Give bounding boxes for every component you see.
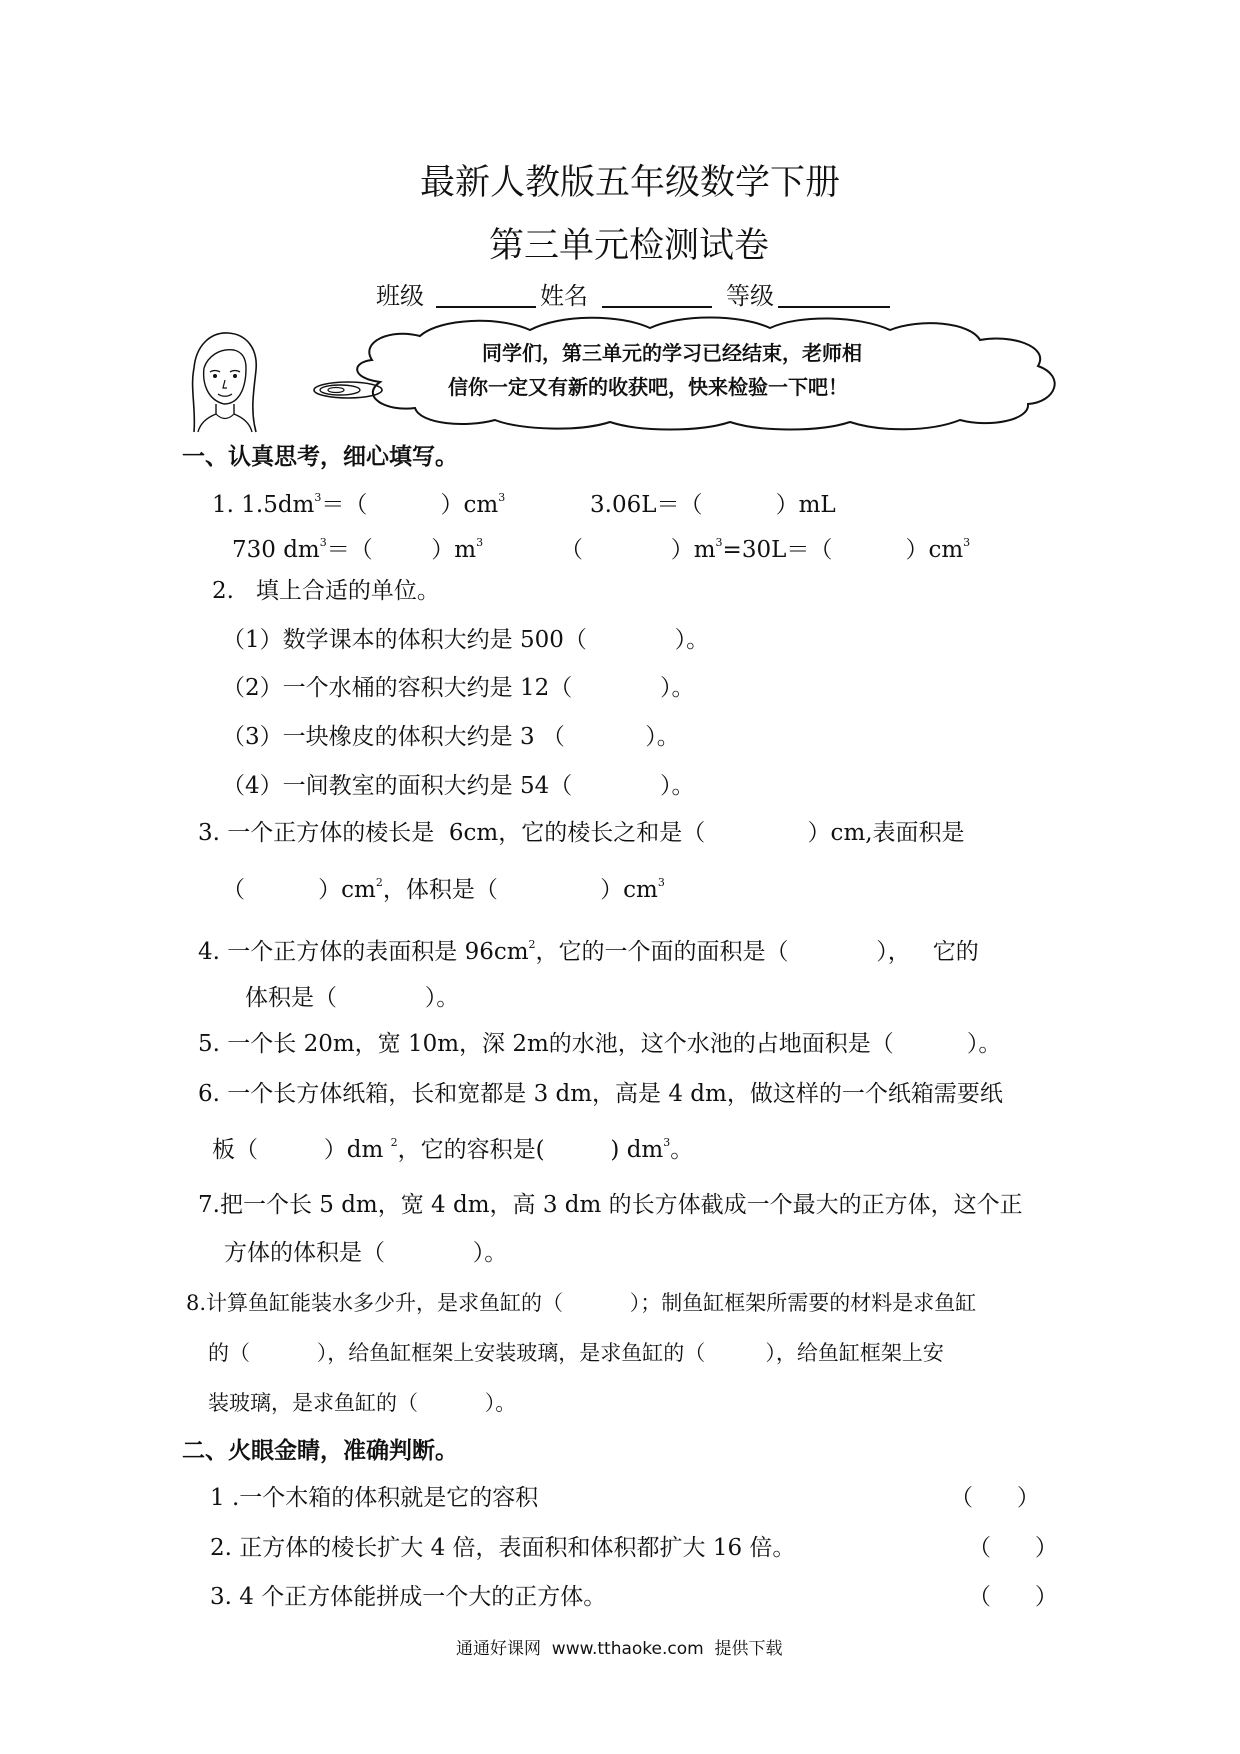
page-title: 最新人教版五年级数学下册 xyxy=(420,163,841,203)
q3-line-2: （ ）$cm^2$，体积是（ ）$cm^3$ xyxy=(222,876,665,903)
q1-part-a: 1. $1.5dm^3=$（ ）$cm^3$ xyxy=(212,491,506,518)
q6-line-2: 板（ ）dm $^2$，它的容积是( ) $dm^3$。 xyxy=(212,1136,694,1163)
section1-heading: 一、认真思考，细心填写。 xyxy=(182,444,458,470)
grade-label: 等级 xyxy=(726,282,774,310)
name-label: 姓名 xyxy=(540,282,588,310)
q2-item-3: （3）一块橡皮的体积大约是 3 （ ）。 xyxy=(222,724,680,750)
class-blank[interactable] xyxy=(436,284,536,308)
judge-item-1: 1 .一个木箱的体积就是它的容积 xyxy=(210,1485,539,1511)
q7-line-2: 方体的体积是（ ）。 xyxy=(224,1240,508,1266)
q8-line-2: 的（ ），给鱼缸框架上安装玻璃，是求鱼缸的（ ），给鱼缸框架上安 xyxy=(208,1341,944,1365)
q2-item-2: （2）一个水桶的容积大约是 12（ ）。 xyxy=(222,675,695,701)
q6-line-1: 6. 一个长方体纸箱，长和宽都是 3 dm，高是 4 dm，做这样的一个纸箱需要纸 xyxy=(198,1081,1003,1107)
bubble-text-line1: 同学们，第三单元的学习已经结束，老师相 xyxy=(482,341,862,365)
q7-line-1: 7.把一个长 5 dm，宽 4 dm，高 3 dm 的长方体截成一个最大的正方体，这个正 xyxy=(198,1192,1023,1218)
bubble-text-line2: 信你一定又有新的收获吧，快来检验一下吧！ xyxy=(448,375,848,399)
judge-item-3: 3. 4 个正方体能拼成一个大的正方体。 xyxy=(210,1584,607,1610)
thought-cloud xyxy=(280,316,1070,432)
grade-blank[interactable] xyxy=(778,284,890,308)
q2-item-4: （4）一间教室的面积大约是 54（ ）。 xyxy=(222,773,695,799)
judge-mark-3[interactable]: （ ） xyxy=(968,1584,1058,1610)
judge-mark-1[interactable]: （ ） xyxy=(950,1485,1040,1511)
girl-illustration xyxy=(180,328,270,438)
q1-part-b: 3.06L＝（ ）mL xyxy=(590,492,836,518)
q1-part-d: （ ）$m^3=30L=$（ ）$cm^3$ xyxy=(560,536,971,563)
q2-label: 2. 填上合适的单位。 xyxy=(212,578,440,604)
q1-part-c: 730 $dm^3=$（ ）$m^3$ xyxy=(232,536,484,563)
q4-line-2: 体积是（ ）。 xyxy=(245,985,460,1011)
q5-line: 5. 一个长 20m，宽 10m，深 2m的水池，这个水池的占地面积是（ ）。 xyxy=(198,1031,1002,1057)
class-label: 班级 xyxy=(376,282,424,310)
section2-heading: 二、火眼金睛，准确判断。 xyxy=(182,1438,458,1464)
q8-line-1: 8.计算鱼缸能装水多少升，是求鱼缸的（ ）；制鱼缸框架所需要的材料是求鱼缸 xyxy=(186,1291,977,1315)
footer-text: 通通好课网 www.tthaoke.com 提供下载 xyxy=(456,1639,783,1659)
q2-item-1: （1）数学课本的体积大约是 500（ ）。 xyxy=(222,627,710,653)
judge-item-2: 2. 正方体的棱长扩大 4 倍，表面积和体积都扩大 16 倍。 xyxy=(210,1535,796,1561)
q4-line-1: 4. 一个正方体的表面积是 $96cm^2$，它的一个面的面积是（ ）， 它的 xyxy=(198,938,979,965)
page-subtitle: 第三单元检测试卷 xyxy=(489,226,770,266)
q8-line-3: 装玻璃，是求鱼缸的（ ）。 xyxy=(208,1391,517,1415)
judge-mark-2[interactable]: （ ） xyxy=(968,1535,1058,1561)
name-blank[interactable] xyxy=(602,284,712,308)
q3-line-1: 3. 一个正方体的棱长是 6cm，它的棱长之和是（ ）cm,表面积是 xyxy=(198,820,965,846)
